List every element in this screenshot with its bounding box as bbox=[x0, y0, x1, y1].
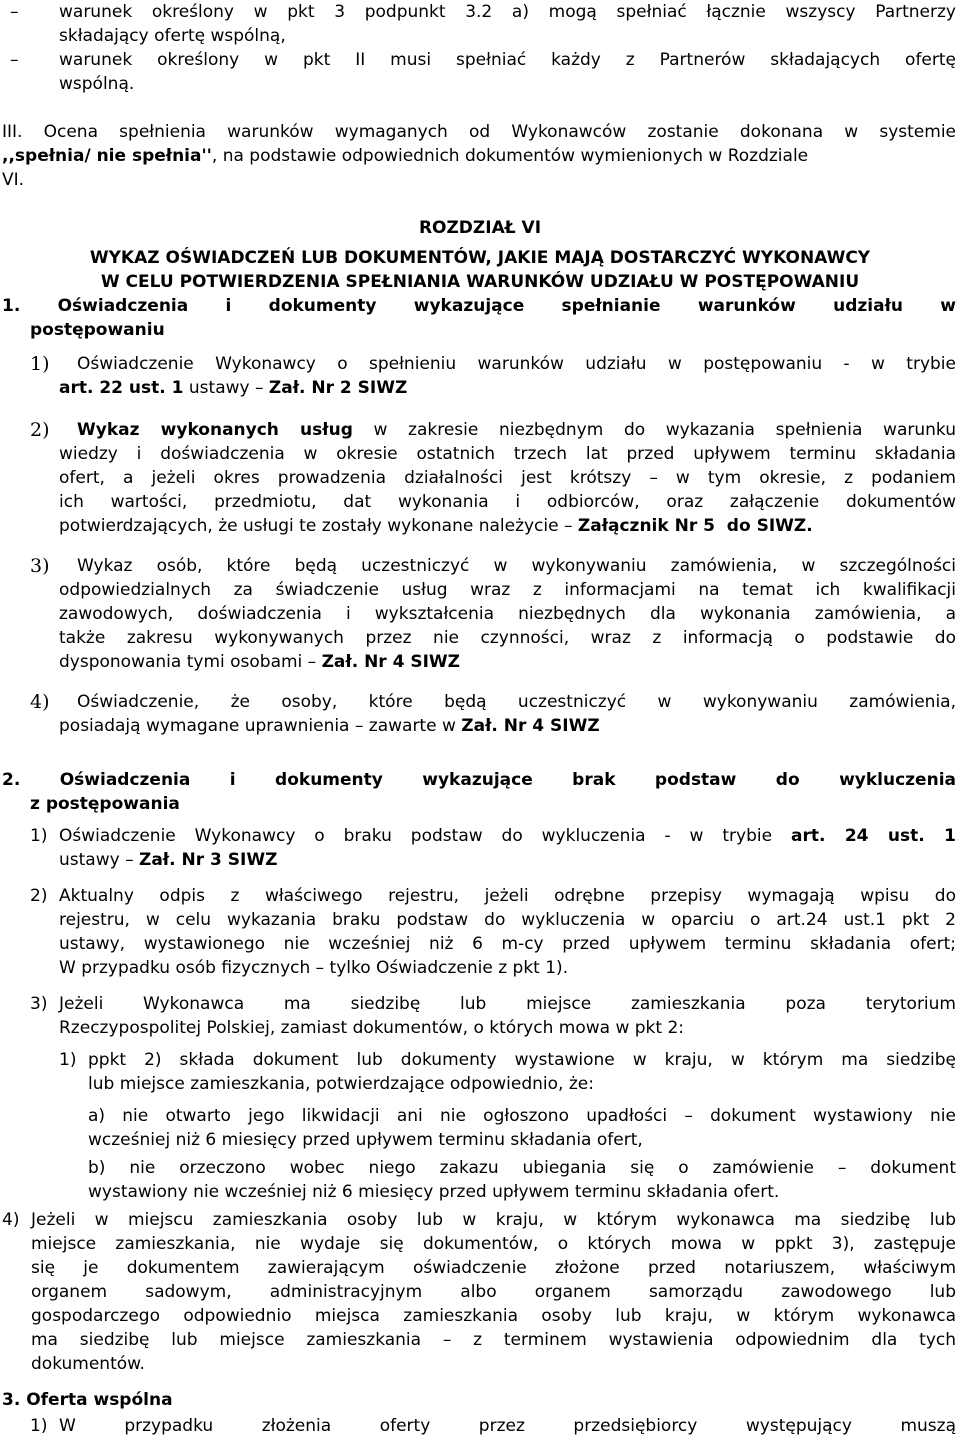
p1-item-2-line-1: Wykaz wykonanych usług w zakresie niezbędnym do wykazania spełnienia warunku bbox=[77, 420, 956, 440]
p1-item-3-line-5: dysponowania tymi osobami – Zał. Nr 4 SIWZ bbox=[59, 652, 461, 672]
bullet-1-line-2: składający ofertę wspólną, bbox=[59, 26, 286, 46]
bullet-2-line-2: wspólną. bbox=[59, 74, 135, 94]
p2-item-4-line-7: dokumentów. bbox=[31, 1354, 145, 1374]
item-number: 1) bbox=[30, 1416, 48, 1436]
p3-item-1-line-1: W przypadku złożenia oferty przez przedsiębiorcy występujący muszą bbox=[59, 1416, 956, 1436]
p1-item-2-line-2: wiedzy i doświadczenia w okresie ostatnich trzech lat przed upływem terminu składania bbox=[59, 444, 956, 464]
p2-item-2-line-2: rejestru, w celu wykazania braku podstaw do wykluczenia w oparciu o art.24 ust.1 pkt 2 bbox=[59, 910, 956, 930]
point-1-heading-line-2: postępowaniu bbox=[30, 320, 165, 340]
p1-item-1-line-1: Oświadczenie Wykonawcy o spełnieniu warunków udziału w postępowaniu - w trybie bbox=[77, 354, 956, 374]
point-2-heading-line-1: 2. Oświadczenia i dokumenty wykazujące brak podstaw do wykluczenia bbox=[2, 770, 956, 790]
chapter-subtitle-1: WYKAZ OŚWIADCZEŃ LUB DOKUMENTÓW, JAKIE MAJĄ DOSTARCZYĆ WYKONAWCY bbox=[89, 248, 871, 268]
item-number: 2) bbox=[30, 886, 48, 906]
p2-sub-1-line-1: ppkt 2) składa dokument lub dokumenty wystawione w kraju, w którym ma siedzibę bbox=[88, 1050, 956, 1070]
p2-item-1-line-2: ustawy – Zał. Nr 3 SIWZ bbox=[59, 850, 278, 870]
point-2-heading-line-2: z postępowania bbox=[30, 794, 180, 814]
p2-item-4-line-2: miejsce zamieszkania, nie wydaje się dokumentów, o których mowa w ppkt 3), zastępuje bbox=[31, 1234, 956, 1254]
item-number: 3) bbox=[30, 555, 50, 577]
section-3-line-1: III. Ocena spełnienia warunków wymaganych od Wykonawców zostanie dokonana w systemie bbox=[2, 122, 956, 142]
bullet-dash: – bbox=[10, 50, 19, 70]
p1-item-2-line-5: potwierdzających, że usługi te zostały wykonane należycie – Załącznik Nr 5 do SIWZ. bbox=[59, 516, 813, 536]
p2-sub-a-line-2: wcześniej niż 6 miesięcy przed upływem terminu składania ofert, bbox=[88, 1130, 643, 1150]
p1-item-3-line-2: odpowiedzialnych za świadczenie usług wraz z informacjami na temat ich kwalifikacji bbox=[59, 580, 956, 600]
p2-item-3-line-1: Jeżeli Wykonawca ma siedzibę lub miejsce zamieszkania poza terytorium bbox=[59, 994, 956, 1014]
p1-item-2-line-4: ich wartości, przedmiotu, dat wykonania i odbiorców, oraz załączenie dokumentów bbox=[59, 492, 956, 512]
p2-sub-b-line-2: wystawiony nie wcześniej niż 6 miesięcy przed upływem terminu składania ofert. bbox=[88, 1182, 780, 1202]
p2-item-2-line-4: W przypadku osób fizycznych – tylko Oświadczenie z pkt 1). bbox=[59, 958, 569, 978]
bullet-dash: – bbox=[10, 2, 19, 22]
p2-item-4-line-4: organem sadowym, administracyjnym albo organem samorządu zawodowego lub bbox=[31, 1282, 956, 1302]
item-number: 1) bbox=[30, 826, 48, 846]
p2-item-4-line-3: się je dokumentem zawierającym oświadczenie złożone przed notariuszem, właściwym bbox=[31, 1258, 956, 1278]
p1-item-3-line-3: zawodowych, doświadczenia i wykształcenia niezbędnych dla wykonania zamówienia, a bbox=[59, 604, 956, 624]
p1-item-2-line-3: ofert, a jeżeli okres prowadzenia działalności jest krótszy – w tym okresie, z podaniem bbox=[59, 468, 956, 488]
item-number: 3) bbox=[30, 994, 48, 1014]
p1-item-3-line-4: także zakresu wykonywanych przez nie czynności, wraz z informacją o podstawie do bbox=[59, 628, 956, 648]
p2-item-4-line-5: gospodarczego odpowiednio miejsca zamieszkania osoby lub kraju, w którym wykonawca bbox=[31, 1306, 956, 1326]
p1-item-3-line-1: Wykaz osób, które będą uczestniczyć w wykonywaniu zamówienia, w szczególności bbox=[77, 556, 956, 576]
item-number: 4) bbox=[30, 691, 50, 713]
p2-item-4-line-6: ma siedzibę lub miejsce zamieszkania – z terminem wystawienia odpowiednim dla tych bbox=[31, 1330, 956, 1350]
p2-item-2-line-1: Aktualny odpis z właściwego rejestru, jeżeli odrębne przepisy wymagają wpisu do bbox=[59, 886, 956, 906]
point-1-heading-line-1: 1. Oświadczenia i dokumenty wykazujące spełnianie warunków udziału w bbox=[2, 296, 956, 316]
item-number: 2) bbox=[30, 419, 50, 441]
p2-item-3-line-2: Rzeczypospolitej Polskiej, zamiast dokumentów, o których mowa w pkt 2: bbox=[59, 1018, 685, 1038]
chapter-subtitle-2: W CELU POTWIERDZENIA SPEŁNIANIA WARUNKÓW UDZIAŁU W POSTĘPOWANIU bbox=[100, 272, 860, 292]
p2-item-1-line-1: Oświadczenie Wykonawcy o braku podstaw do wykluczenia - w trybie art. 24 ust. 1 bbox=[59, 826, 956, 846]
p2-sub-1-line-2: lub miejsce zamieszkania, potwierdzające odpowiednio, że: bbox=[88, 1074, 594, 1094]
bullet-2-line-1: warunek określony w pkt II musi spełniać każdy z Partnerów składających ofertę bbox=[59, 50, 956, 70]
p2-sub-b-line-1: b) nie orzeczono wobec niego zakazu ubiegania się o zamówienie – dokument bbox=[88, 1158, 956, 1178]
point-3-heading: 3. Oferta wspólna bbox=[2, 1390, 173, 1410]
section-3-line-3: VI. bbox=[2, 170, 25, 190]
chapter-title: ROZDZIAŁ VI bbox=[418, 218, 542, 238]
item-number: 1) bbox=[59, 1050, 77, 1070]
p2-item-4-line-1: Jeżeli w miejscu zamieszkania osoby lub w kraju, w którym wykonawca ma siedzibę lub bbox=[31, 1210, 956, 1230]
p1-item-4-line-2: posiadają wymagane uprawnienia – zawarte w Zał. Nr 4 SIWZ bbox=[59, 716, 600, 736]
item-number: 1) bbox=[30, 353, 50, 375]
p2-sub-a-line-1: a) nie otwarto jego likwidacji ani nie ogłoszono upadłości – dokument wystawiony nie bbox=[88, 1106, 956, 1126]
p1-item-4-line-1: Oświadczenie, że osoby, które będą uczestniczyć w wykonywaniu zamówienia, bbox=[77, 692, 956, 712]
item-number: 4) bbox=[2, 1210, 20, 1230]
section-3-line-2: ,,spełnia/ nie spełnia'', na podstawie odpowiednich dokumentów wymienionych w Rozdziale bbox=[2, 146, 809, 166]
p2-item-2-line-3: ustawy, wystawionego nie wcześniej niż 6 m-cy przed upływem terminu składania ofert; bbox=[59, 934, 956, 954]
bullet-1-line-1: warunek określony w pkt 3 podpunkt 3.2 a) mogą spełniać łącznie wszyscy Partnerzy bbox=[59, 2, 956, 22]
p1-item-1-line-2: art. 22 ust. 1 ustawy – Zał. Nr 2 SIWZ bbox=[59, 378, 408, 398]
